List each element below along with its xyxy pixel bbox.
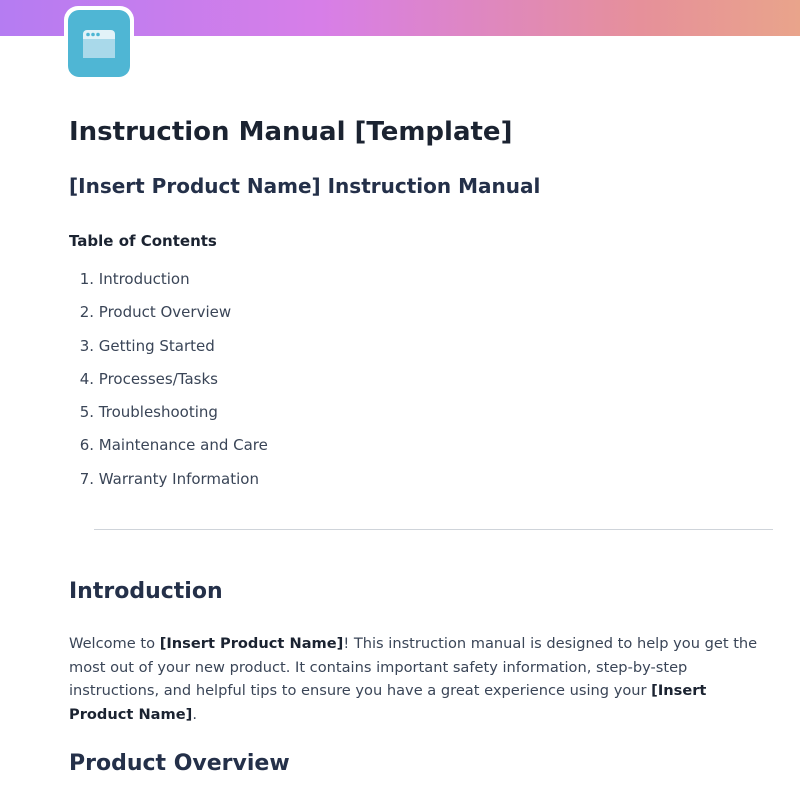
toc-item[interactable]: 5. Troubleshooting xyxy=(79,403,218,422)
product-overview-heading: Product Overview xyxy=(69,751,290,776)
toc-item-label: Getting Started xyxy=(98,336,215,355)
page-title: Instruction Manual [Template] xyxy=(69,117,513,147)
toc-item-label: Troubleshooting xyxy=(98,403,218,422)
document-subtitle: [Insert Product Name] Instruction Manual xyxy=(69,174,541,198)
toc-item[interactable]: 7. Warranty Information xyxy=(79,469,259,488)
product-name-placeholder: [Insert Product Name] xyxy=(69,682,707,723)
toc-item[interactable]: 2. Product Overview xyxy=(79,303,232,322)
toc-item-label: Product Overview xyxy=(98,303,232,322)
browser-window-icon xyxy=(68,10,130,77)
toc-item[interactable]: 4. Processes/Tasks xyxy=(79,369,218,388)
introduction-paragraph: Welcome to [Insert Product Name]! This instruction manual is designed to help you get the most out of your new product. It contains important safety information, step-by-step instructions, and helpful tips to ensure you have a great experience using your [Insert Product Name]. xyxy=(69,635,758,723)
toc-item-label: Warranty Information xyxy=(98,469,259,488)
page-icon xyxy=(64,6,134,81)
toc-item-label: Maintenance and Care xyxy=(98,436,268,455)
product-name-placeholder: [Insert Product Name] xyxy=(159,635,344,652)
toc-item-label: Introduction xyxy=(98,270,190,288)
toc-heading: Table of Contents xyxy=(69,232,217,250)
table-of-contents xyxy=(69,266,268,499)
toc-item[interactable]: 6. Maintenance and Care xyxy=(79,436,268,455)
toc-item[interactable]: 1. Introduction xyxy=(79,270,190,288)
toc-item-label: Processes/Tasks xyxy=(98,369,218,388)
toc-item[interactable]: 3. Getting Started xyxy=(79,336,215,355)
section-divider xyxy=(94,529,773,530)
introduction-heading: Introduction xyxy=(69,579,223,604)
